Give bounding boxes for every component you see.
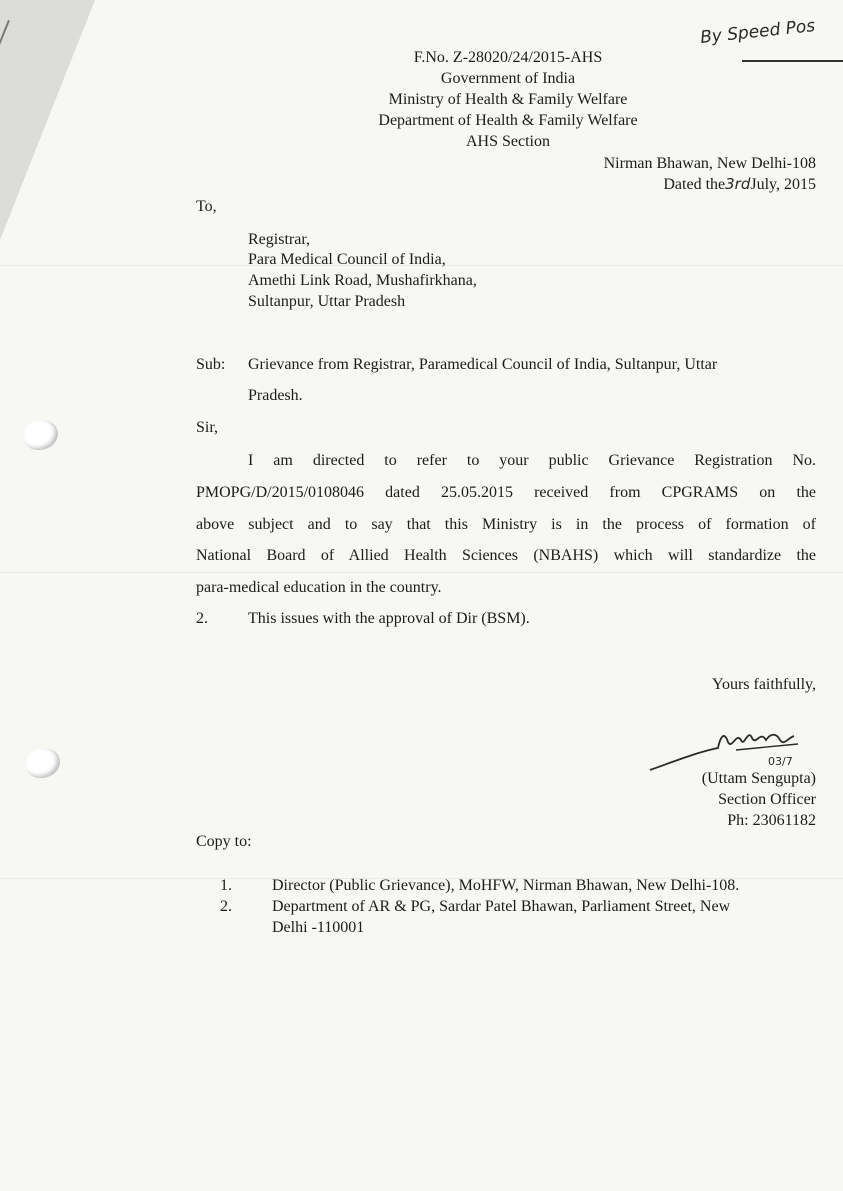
handwritten-date-day: 3rd (725, 175, 751, 193)
signatory-phone: Ph: 23061182 (727, 812, 816, 829)
copy-item-text: Delhi -110001 (272, 919, 365, 936)
paper-crease (0, 572, 843, 573)
recipient-line: Para Medical Council of India, (248, 251, 446, 268)
subject-label: Sub: (196, 356, 226, 373)
punch-hole (24, 420, 58, 450)
copy-item-number: 1. (220, 877, 232, 894)
copy-item-text: Director (Public Grievance), MoHFW, Nirman Bhawan, New Delhi-108. (272, 877, 740, 894)
date-line (663, 174, 816, 195)
signatory-designation: Section Officer (718, 791, 816, 808)
government-line: Government of India (440, 70, 576, 87)
file-number: F.No. Z-28020/24/2015-AHS (413, 49, 603, 66)
department-line: Department of Health & Family Welfare (378, 112, 638, 129)
handwritten-underline (742, 60, 843, 62)
body-paragraph-line: para-medical education in the country. (196, 579, 442, 596)
body-paragraph-line: above subject and to say that this Ministry is in the process of formation of (196, 516, 816, 533)
speed-post-handwritten-note: By Speed Pos (699, 16, 817, 48)
body-paragraph-line: National Board of Allied Health Sciences (NBAHS) which will standardize the (196, 547, 816, 564)
valediction: Yours faithfully, (711, 676, 816, 693)
subject-line: Pradesh. (248, 387, 303, 404)
date-suffix: July, 2015 (750, 176, 816, 193)
signatory-name: (Uttam Sengupta) (701, 770, 816, 787)
section-line: AHS Section (466, 133, 550, 150)
recipient-line: Amethi Link Road, Mushafirkhana, (248, 272, 477, 289)
body-paragraph-line: I am directed to refer to your public Grievance Registration No. (248, 452, 816, 469)
signature-date: 03/7 (768, 755, 793, 768)
copy-to-label: Copy to: (196, 833, 252, 850)
punch-hole (26, 748, 60, 778)
subject-line: Grievance from Registrar, Paramedical Council of India, Sultanpur, Uttar (248, 356, 718, 373)
to-label: To, (196, 198, 217, 215)
copy-item-text: Department of AR & PG, Sardar Patel Bhawan, Parliament Street, New (272, 898, 731, 915)
recipient-line: Sultanpur, Uttar Pradesh (248, 293, 406, 310)
copy-item-number: 2. (220, 898, 232, 915)
salutation: Sir, (196, 419, 219, 436)
body-paragraph-line: PMOPG/D/2015/0108046 dated 25.05.2015 received from CPGRAMS on the (196, 484, 816, 501)
recipient-line: Registrar, (248, 231, 311, 248)
folded-corner-shadow (0, 0, 95, 240)
ministry-line: Ministry of Health & Family Welfare (388, 91, 628, 108)
date-prefix: Dated the (663, 176, 726, 193)
paragraph-number: 2. (196, 610, 208, 627)
place-line: Nirman Bhawan, New Delhi-108 (603, 155, 816, 172)
paragraph-2-text: This issues with the approval of Dir (BSM). (248, 610, 530, 627)
